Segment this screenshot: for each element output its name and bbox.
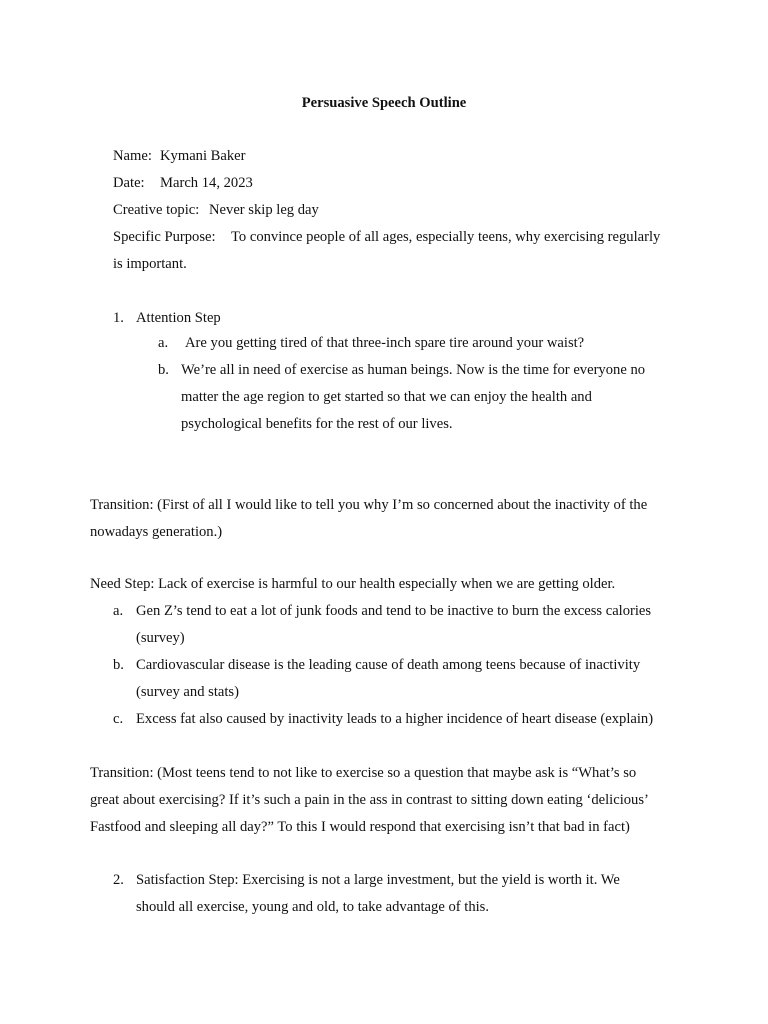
attention-item-a-marker: a.: [158, 335, 169, 351]
need-item-a-marker: a.: [113, 603, 124, 619]
need-item-b-line-1: Cardiovascular disease is the leading cause of death among teens because of inactivity: [136, 657, 641, 673]
attention-item-b-line-2: matter the age region to get started so that we can enjoy the health and: [181, 389, 592, 405]
purpose-text-line-1: To convince people of all ages, especially teens, why exercising regularly: [231, 229, 661, 245]
purpose-text-line-2: is important.: [113, 256, 187, 272]
satisfaction-line-1: Satisfaction Step: Exercising is not a large investment, but the yield is worth it. We: [136, 872, 620, 888]
attention-number: 1.: [113, 310, 124, 326]
attention-item-b-marker: b.: [158, 362, 169, 378]
name-label: Name:: [113, 148, 152, 164]
transition-2-line-2: great about exercising? If it’s such a pain in the ass in contrast to sitting down eating ‘delicious’: [90, 792, 649, 808]
need-item-c-line-1: Excess fat also caused by inactivity leads to a higher incidence of heart disease (explain): [136, 711, 654, 727]
transition-2-line-1: Transition: (Most teens tend to not like to exercise so a question that maybe ask is “What’s so: [90, 765, 637, 781]
transition-1-line-1: Transition: (First of all I would like to tell you why I’m so concerned about the inactivity of the: [90, 497, 648, 513]
name-value: Kymani Baker: [160, 148, 246, 164]
need-step-heading: Need Step: Lack of exercise is harmful to our health especially when we are getting older.: [90, 576, 616, 592]
transition-1-line-2: nowadays generation.): [90, 524, 223, 540]
purpose-label: Specific Purpose:: [113, 229, 216, 245]
need-item-b-line-2: (survey and stats): [136, 684, 239, 700]
need-item-c-marker: c.: [113, 711, 124, 727]
attention-item-a-text: Are you getting tired of that three-inch spare tire around your waist?: [185, 335, 585, 351]
need-item-a-line-1: Gen Z’s tend to eat a lot of junk foods and tend to be inactive to burn the excess calories: [136, 603, 652, 619]
need-item-a-line-2: (survey): [136, 630, 185, 646]
transition-2-line-3: Fastfood and sleeping all day?” To this I would respond that exercising isn’t that bad in fact): [90, 819, 630, 835]
topic-value: Never skip leg day: [209, 202, 319, 218]
attention-heading: Attention Step: [136, 310, 221, 326]
attention-item-b-line-1: We’re all in need of exercise as human beings. Now is the time for everyone no: [181, 362, 646, 378]
satisfaction-number: 2.: [113, 872, 124, 888]
satisfaction-line-2: should all exercise, young and old, to take advantage of this.: [136, 899, 489, 915]
topic-label: Creative topic:: [113, 202, 200, 218]
date-label: Date:: [113, 175, 145, 191]
need-item-b-marker: b.: [113, 657, 124, 673]
page-title: Persuasive Speech Outline: [301, 95, 467, 111]
date-value: March 14, 2023: [160, 175, 253, 191]
attention-item-b-line-3: psychological benefits for the rest of our lives.: [181, 416, 453, 432]
